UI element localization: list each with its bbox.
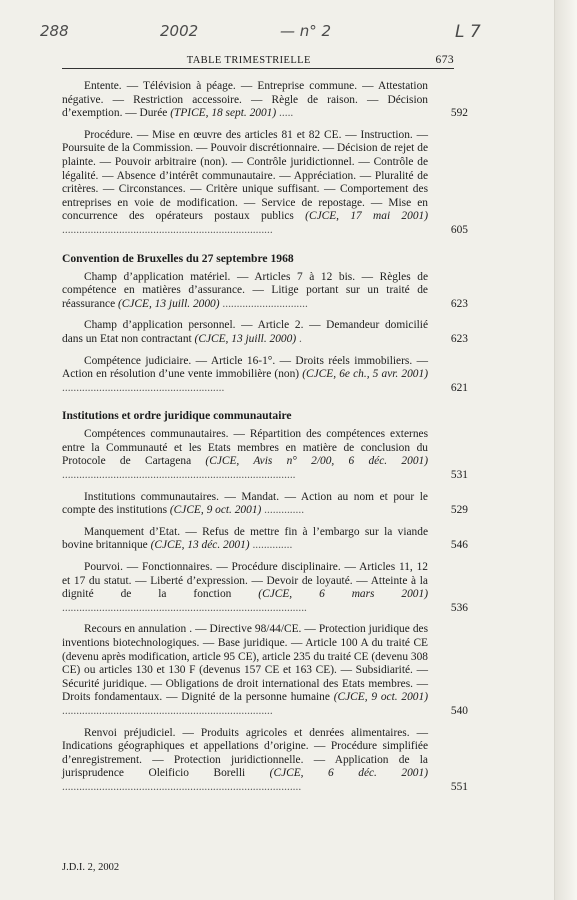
entry-citation: (CJCE, 9 oct. 2001) (169, 504, 262, 517)
leader-dots: . (296, 332, 302, 345)
index-entry (62, 525, 468, 553)
leader-dots: ..... (276, 107, 294, 120)
entry-page-number: 531 (450, 469, 468, 482)
index-entry (62, 561, 468, 615)
index-entry (62, 490, 468, 518)
index-entry (62, 80, 468, 121)
running-header (62, 54, 454, 66)
entry-subject: Institutions communautaires. — Mandat. — Action au nom et pour le compte des institutions (62, 490, 428, 517)
entry-text (62, 491, 428, 518)
entry-citation: (TPICE, 18 sept. 2001) (170, 107, 277, 120)
entry-subject: Champ d’application personnel. — Article 2. — Demandeur domicilié dans un Etat non contractant (62, 319, 428, 345)
handwritten-note-left: 288 (40, 22, 69, 40)
entry-page-number: 623 (450, 332, 468, 345)
entry-page-number: 540 (450, 704, 468, 717)
index-entry (62, 623, 468, 718)
handwritten-note-issue: — n° 2 (280, 22, 332, 40)
leader-dots: .............. (249, 539, 293, 552)
leader-dots: .............. (261, 504, 305, 517)
leader-dots: ......................................................... (62, 381, 225, 394)
entry-citation: (CJCE, 13 déc. 2001) (150, 539, 250, 552)
index-entry (62, 128, 468, 238)
entry-page-number: 605 (450, 223, 468, 236)
entry-page-number: 623 (450, 297, 468, 310)
entry-subject: Compétence judiciaire. — Article 16-1°. — Droits réels immobiliers. — Action en résolution d’une vente immobilière (non) (62, 354, 428, 381)
entry-citation: (CJCE, 13 juill. 2000) (117, 297, 220, 310)
leader-dots: .................................................................................. (62, 469, 296, 482)
leader-dots: .................................................................................... (62, 780, 302, 793)
header-page-number: 673 (435, 54, 454, 66)
binding-gutter (554, 0, 577, 900)
header-rule (62, 68, 454, 69)
entry-text (62, 80, 428, 121)
entry-citation: (CJCE, 6 déc. 2001) (269, 767, 428, 780)
entry-citation: (CJCE, 17 mai 2001) (305, 210, 429, 223)
entry-page-number: 592 (450, 107, 468, 120)
entry-page-number: 621 (450, 381, 468, 394)
leader-dots: .......................................................................... (62, 704, 273, 717)
entry-subject: Entente. — Télévision à péage. — Entreprise commune. — Attestation négative. — Restriction accessoire. — Règle de raison. — Décision d’exemption. — Durée (62, 80, 428, 120)
entry-citation: (CJCE, 13 juill. 2000) (194, 332, 297, 345)
entry-page-number: 551 (450, 780, 468, 793)
entry-text (62, 129, 428, 238)
index-entry (62, 428, 468, 482)
entry-text (62, 355, 428, 396)
leader-dots: .......................................................................... (62, 223, 273, 236)
index-content (62, 80, 468, 803)
entry-text (62, 319, 428, 346)
index-entry (62, 726, 468, 795)
entry-subject: Recours en annulation . — Directive 98/44/CE. — Protection juridique des inventions biotechnologiques. — Base juridique. — Article 100 A du traité CE (devenu après modification, article 95 CE), article 235 du traité CE (devenu 308 CE) ou articles 130 et 130 F (devenus 157 CE et 163 CE). — Subsidiarité. — Sécurité juridique. — Obligations de droit international des Etats membres. — Droits fondamentaux. — Dignité de la personne humaine (62, 623, 428, 704)
index-entry (62, 319, 468, 346)
entry-subject: Renvoi préjudiciel. — Produits agricoles et denrées alimentaires. — Indications géographiques et appellations d’origine. — Procédure simplifiée d’enregistrement. — Protection juridictionnelle. — Application de la jurisprudence Oleificio Borelli (62, 726, 428, 780)
index-entry (62, 270, 468, 312)
handwritten-note-right: L 7 (455, 22, 481, 42)
entry-subject: Manquement d’Etat. — Refus de mettre fin à l’embargo sur la viande bovine britannique (62, 525, 428, 552)
entry-subject: Procédure. — Mise en œuvre des articles 81 et 82 CE. — Instruction. — Poursuite de la Commission. — Pouvoir discrétionnaire. — Décision de rejet de plainte. — Pouvoir arbitraire (non). — Contrôle juridictionnel. — Contrôle de légalité. — Absence d’intérêt communautaire. — Appréciation. — Pluralité de critères. — Circonstances. — Critère unique suffisant. — Comportement des entreprises en voie de modification. — Service de repostage. — Mise en concurrence des opérateurs postaux publics (62, 128, 428, 223)
entry-text (62, 727, 428, 795)
entry-citation: (CJCE, 6 mars 2001) (258, 588, 428, 601)
entry-text (62, 428, 428, 482)
entry-subject: Champ d’application matériel. — Articles 7 à 12 bis. — Règles de compétence en matières d’assurance. — Litige portant sur un traité de réassurance (62, 270, 428, 310)
entry-text (62, 623, 428, 718)
entry-subject: Pourvoi. — Fonctionnaires. — Procédure disciplinaire. — Articles 11, 12 et 17 du statut. — Liberté d’expression. — Devoir de loyauté. — Atteinte à la dignité de la fonction (62, 561, 428, 601)
entry-citation: (CJCE, 6e ch., 5 avr. 2001) (302, 368, 428, 381)
handwritten-note-year: 2002 (160, 22, 199, 40)
entry-citation: (CJCE, Avis n° 2/00, 6 déc. 2001) (205, 455, 428, 468)
entry-subject: Compétences communautaires. — Répartition des compétences externes entre la Communauté et les Etats membres en matière de conclusion du Protocole de Cartagena (62, 428, 428, 468)
entry-page-number: 536 (450, 601, 468, 614)
entry-text (62, 526, 428, 553)
entry-text (62, 271, 428, 312)
leader-dots: ...................................................................................... (62, 601, 307, 614)
leader-dots: .............................. (219, 297, 308, 310)
entry-page-number: 546 (450, 539, 468, 552)
index-entry (62, 354, 468, 396)
header-title: TABLE TRIMESTRIELLE (186, 55, 311, 66)
section-heading: Institutions et ordre juridique communautaire (62, 409, 292, 423)
section-heading: Convention de Bruxelles du 27 septembre 1968 (62, 251, 294, 265)
entry-citation: (CJCE, 9 oct. 2001) (333, 691, 428, 704)
entry-text (62, 561, 428, 615)
entry-page-number: 529 (450, 504, 468, 517)
footer-journal: J.D.I. 2, 2002 (62, 862, 120, 873)
